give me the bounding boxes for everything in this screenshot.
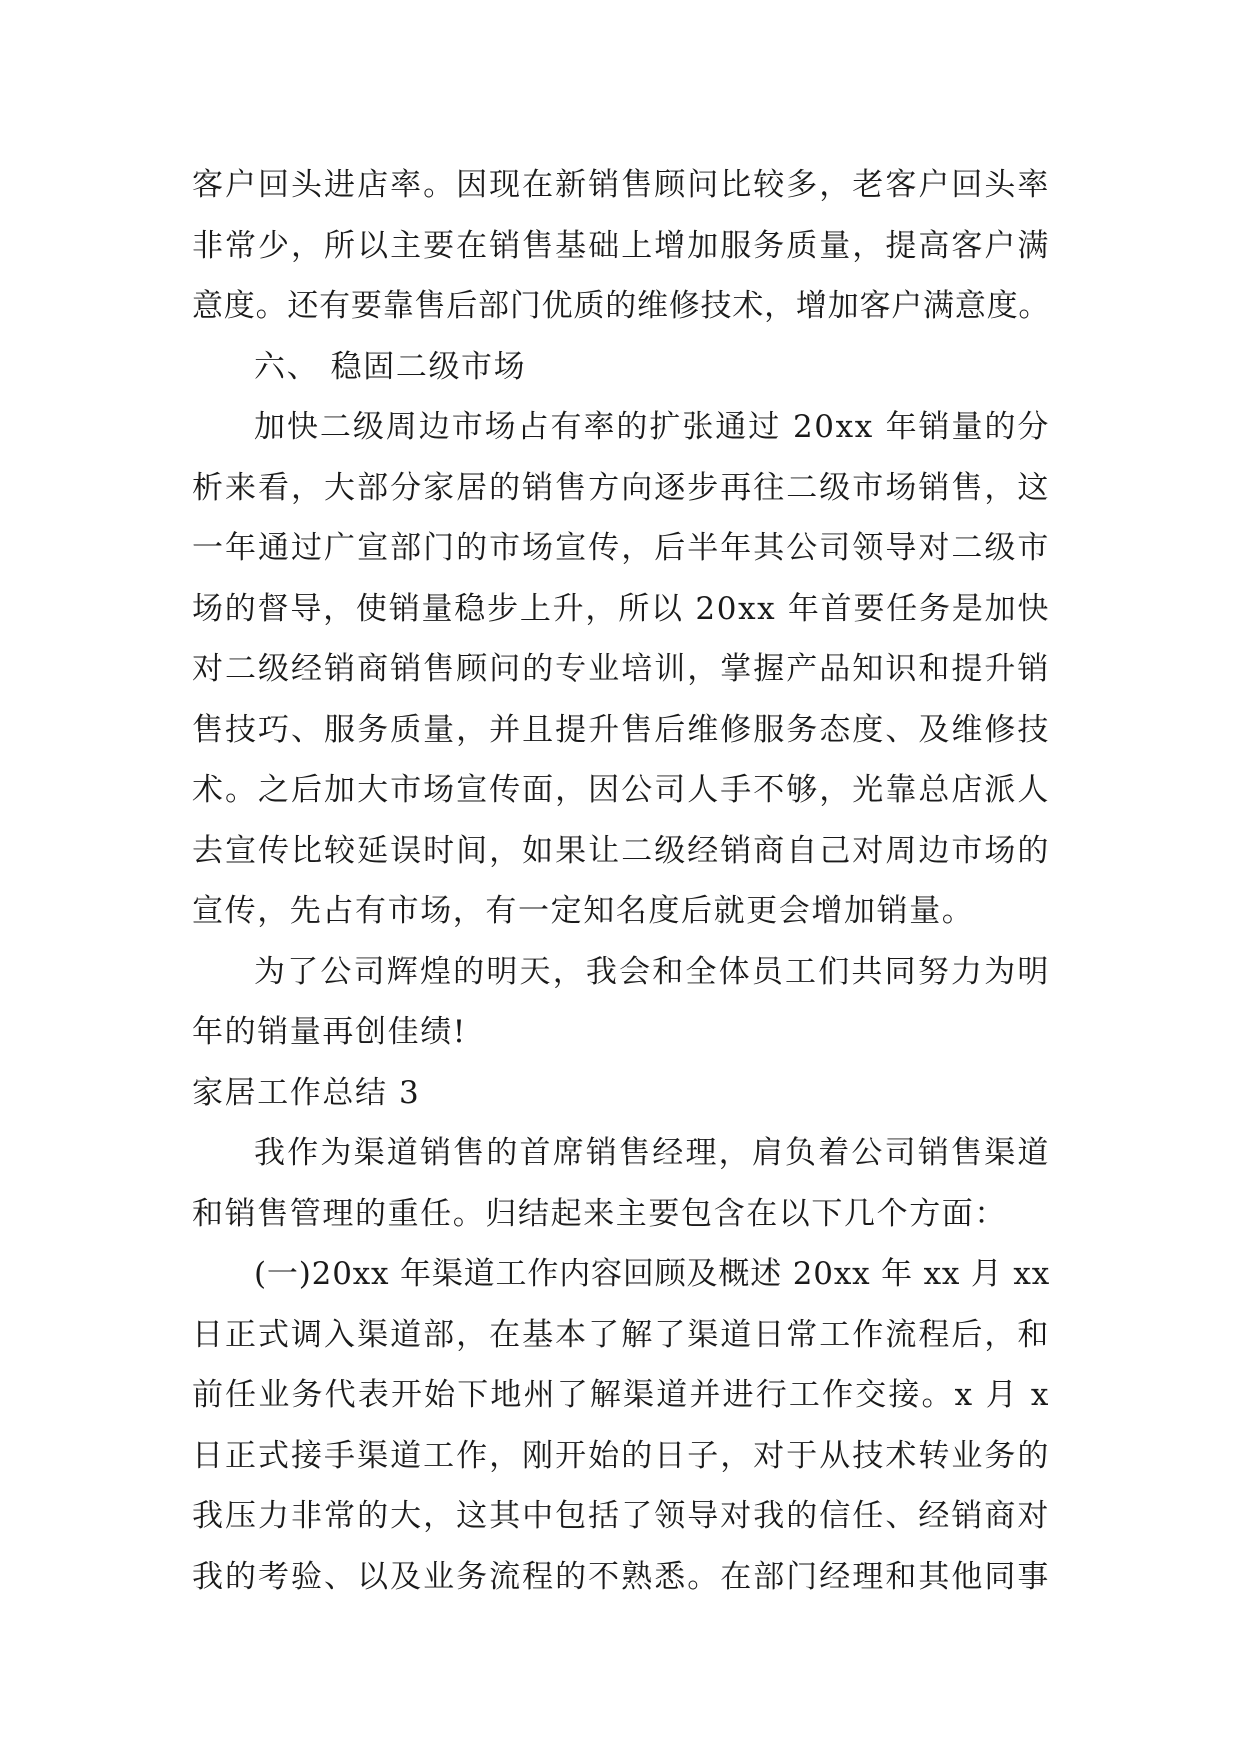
document-body xyxy=(192,155,1050,1607)
text-line: 我的考验、以及业务流程的不熟悉。在部门经理和其他同事 xyxy=(192,1558,1050,1595)
text-line: 我压力非常的大，这其中包括了领导对我的信任、经销商对 xyxy=(192,1498,1050,1534)
text-line: 日正式调入渠道部，在基本了解了渠道日常工作流程后，和 xyxy=(192,1316,1050,1353)
document-title: 家居工作总结 3 xyxy=(192,1074,421,1111)
text-line: 加快二级周边市场占有率的扩张通过 20xx 年销量的分 xyxy=(254,409,1050,445)
text-line: (一)20xx 年渠道工作内容回顾及概述 20xx 年 xx 月 xx xyxy=(254,1256,1050,1292)
text-line: 宣传，先占有市场，有一定知名度后就更会增加销量。 xyxy=(192,893,975,929)
section-heading: 六、 稳固二级市场 xyxy=(254,348,527,385)
text-line: 我作为渠道销售的首席销售经理，肩负着公司销售渠道 xyxy=(254,1135,1050,1171)
text-line: 术。之后加大市场宣传面，因公司人手不够，光靠总店派人 xyxy=(192,772,1050,808)
text-line: 去宣传比较延误时间，如果让二级经销商自己对周边市场的 xyxy=(192,832,1050,869)
text-line: 对二级经销商销售顾问的专业培训，掌握产品知识和提升销 xyxy=(192,651,1050,687)
text-line: 为了公司辉煌的明天，我会和全体员工们共同努力为明 xyxy=(254,953,1050,990)
text-line: 一年通过广宣部门的市场宣传，后半年其公司领导对二级市 xyxy=(192,530,1050,566)
text-line: 非常少，所以主要在销售基础上增加服务质量，提高客户满 xyxy=(192,227,1050,264)
text-line: 前任业务代表开始下地州了解渠道并进行工作交接。x 月 x xyxy=(192,1377,1050,1413)
text-line: 析来看，大部分家居的销售方向逐步再往二级市场销售，这 xyxy=(192,469,1050,506)
text-line: 场的督导，使销量稳步上升，所以 20xx 年首要任务是加快 xyxy=(192,590,1050,627)
text-line: 意度。还有要靠售后部门优质的维修技术，增加客户满意度。 xyxy=(192,288,1050,324)
text-line: 客户回头进店率。因现在新销售顾问比较多，老客户回头率 xyxy=(192,167,1050,203)
text-line: 和销售管理的重任。归结起来主要包含在以下几个方面： xyxy=(192,1195,1007,1232)
text-line: 年的销量再创佳绩! xyxy=(192,1014,467,1050)
text-line: 日正式接手渠道工作，刚开始的日子，对于从技术转业务的 xyxy=(192,1437,1050,1474)
text-line: 售技巧、服务质量，并且提升售后维修服务态度、及维修技 xyxy=(192,711,1050,748)
